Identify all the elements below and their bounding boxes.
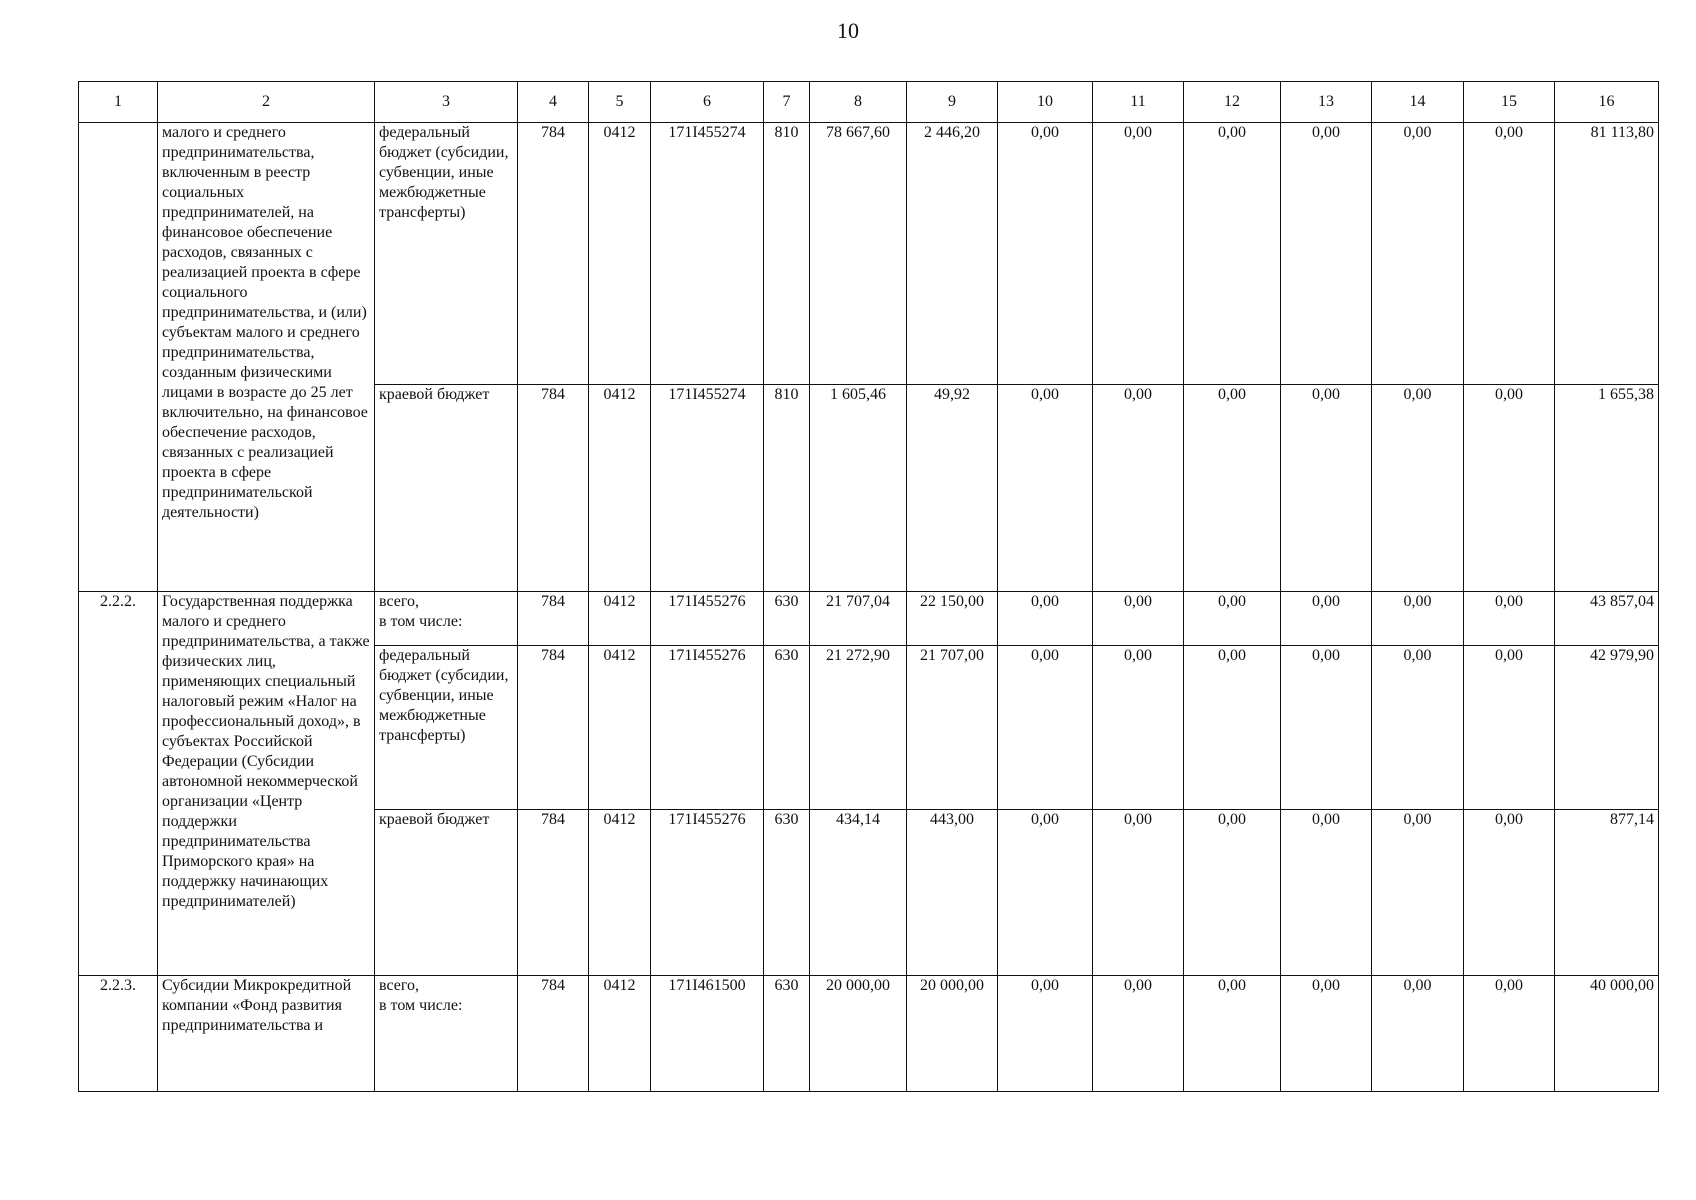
cell-col-6: 171I455274 bbox=[651, 123, 764, 385]
cell-col-8: 434,14 bbox=[810, 810, 907, 976]
cell-col-8: 78 667,60 bbox=[810, 123, 907, 385]
row-index: 2.2.3. bbox=[79, 976, 158, 1092]
cell-col-15: 0,00 bbox=[1464, 976, 1555, 1092]
cell-col-10: 0,00 bbox=[998, 810, 1093, 976]
cell-col-11: 0,00 bbox=[1093, 976, 1184, 1092]
cell-col-16: 42 979,90 bbox=[1555, 646, 1659, 810]
cell-col-6: 171I455276 bbox=[651, 810, 764, 976]
cell-col-6: 171I455274 bbox=[651, 385, 764, 592]
cell-col-12: 0,00 bbox=[1184, 976, 1281, 1092]
cell-col-9: 21 707,00 bbox=[907, 646, 998, 810]
cell-col-7: 630 bbox=[764, 592, 810, 646]
cell-col-9: 2 446,20 bbox=[907, 123, 998, 385]
header-col-9: 9 bbox=[907, 82, 998, 123]
cell-col-14: 0,00 bbox=[1372, 810, 1464, 976]
funding-source: всего, в том числе: bbox=[375, 976, 518, 1092]
cell-col-4: 784 bbox=[518, 810, 589, 976]
table-row bbox=[79, 123, 1659, 385]
cell-col-16: 43 857,04 bbox=[1555, 592, 1659, 646]
header-col-16: 16 bbox=[1555, 82, 1659, 123]
cell-col-14: 0,00 bbox=[1372, 385, 1464, 592]
cell-col-5: 0412 bbox=[589, 592, 651, 646]
cell-col-15: 0,00 bbox=[1464, 385, 1555, 592]
row-index-cell bbox=[79, 123, 158, 592]
cell-col-4: 784 bbox=[518, 592, 589, 646]
cell-col-14: 0,00 bbox=[1372, 976, 1464, 1092]
cell-col-12: 0,00 bbox=[1184, 385, 1281, 592]
cell-col-13: 0,00 bbox=[1281, 123, 1372, 385]
header-col-11: 11 bbox=[1093, 82, 1184, 123]
cell-col-8: 1 605,46 bbox=[810, 385, 907, 592]
cell-col-5: 0412 bbox=[589, 646, 651, 810]
cell-col-4: 784 bbox=[518, 123, 589, 385]
header-col-3: 3 bbox=[375, 82, 518, 123]
cell-col-5: 0412 bbox=[589, 976, 651, 1092]
cell-col-5: 0412 bbox=[589, 385, 651, 592]
table-row bbox=[79, 592, 1659, 646]
cell-col-16: 40 000,00 bbox=[1555, 976, 1659, 1092]
header-col-4: 4 bbox=[518, 82, 589, 123]
cell-col-13: 0,00 bbox=[1281, 646, 1372, 810]
header-col-8: 8 bbox=[810, 82, 907, 123]
funding-source: краевой бюджет bbox=[375, 810, 518, 976]
header-col-2: 2 bbox=[158, 82, 375, 123]
cell-col-11: 0,00 bbox=[1093, 385, 1184, 592]
funding-source: федеральный бюджет (субсидии, субвенции, иные межбюджетные трансферты) bbox=[375, 646, 518, 810]
cell-col-11: 0,00 bbox=[1093, 123, 1184, 385]
cell-col-11: 0,00 bbox=[1093, 646, 1184, 810]
cell-col-4: 784 bbox=[518, 646, 589, 810]
cell-col-6: 171I455276 bbox=[651, 592, 764, 646]
header-col-1: 1 bbox=[79, 82, 158, 123]
cell-col-13: 0,00 bbox=[1281, 810, 1372, 976]
cell-col-11: 0,00 bbox=[1093, 592, 1184, 646]
cell-col-11: 0,00 bbox=[1093, 810, 1184, 976]
header-col-12: 12 bbox=[1184, 82, 1281, 123]
cell-col-12: 0,00 bbox=[1184, 810, 1281, 976]
cell-col-13: 0,00 bbox=[1281, 385, 1372, 592]
cell-col-14: 0,00 bbox=[1372, 123, 1464, 385]
cell-col-4: 784 bbox=[518, 976, 589, 1092]
funding-source: краевой бюджет bbox=[375, 385, 518, 592]
table-row bbox=[79, 976, 1659, 1092]
cell-col-10: 0,00 bbox=[998, 592, 1093, 646]
cell-col-8: 21 272,90 bbox=[810, 646, 907, 810]
cell-col-16: 81 113,80 bbox=[1555, 123, 1659, 385]
cell-col-9: 20 000,00 bbox=[907, 976, 998, 1092]
page-number: 10 bbox=[837, 18, 859, 43]
cell-col-13: 0,00 bbox=[1281, 592, 1372, 646]
cell-col-5: 0412 bbox=[589, 123, 651, 385]
cell-col-16: 877,14 bbox=[1555, 810, 1659, 976]
cell-col-7: 810 bbox=[764, 385, 810, 592]
budget-table bbox=[78, 81, 1659, 1092]
cell-col-15: 0,00 bbox=[1464, 810, 1555, 976]
header-col-13: 13 bbox=[1281, 82, 1372, 123]
cell-col-13: 0,00 bbox=[1281, 976, 1372, 1092]
header-col-7: 7 bbox=[764, 82, 810, 123]
cell-col-15: 0,00 bbox=[1464, 123, 1555, 385]
cell-col-7: 630 bbox=[764, 646, 810, 810]
cell-col-6: 171I455276 bbox=[651, 646, 764, 810]
cell-col-15: 0,00 bbox=[1464, 592, 1555, 646]
row-description: малого и среднего предпринимательства, включенным в реестр социальных предпринимателей, на финансовое обеспечение расходов, связанных с реализацией проекта в сфере социального предпринимательства, и (или) субъектам малого и среднего предпринимательства, созданным физическими лицами в возрасте до 25 лет включительно, на финансовое обеспечение расходов, связанных с реализацией проекта в сфере предпринимательской деятельности) bbox=[158, 123, 375, 592]
cell-col-9: 22 150,00 bbox=[907, 592, 998, 646]
header-col-10: 10 bbox=[998, 82, 1093, 123]
cell-col-7: 630 bbox=[764, 976, 810, 1092]
header-col-15: 15 bbox=[1464, 82, 1555, 123]
cell-col-15: 0,00 bbox=[1464, 646, 1555, 810]
header-col-14: 14 bbox=[1372, 82, 1464, 123]
cell-col-10: 0,00 bbox=[998, 123, 1093, 385]
cell-col-9: 49,92 bbox=[907, 385, 998, 592]
row-description: Государственная поддержка малого и среднего предпринимательства, а также физических лиц, применяющих специальный налоговый режим «Налог на профессиональный доход», в субъектах Российской Федерации (Субсидии автономной некоммерческой организации «Центр поддержки предпринимательства Приморского края» на поддержку начинающих предпринимателей) bbox=[158, 592, 375, 976]
funding-source: всего, в том числе: bbox=[375, 592, 518, 646]
cell-col-14: 0,00 bbox=[1372, 646, 1464, 810]
header-col-6: 6 bbox=[651, 82, 764, 123]
cell-col-9: 443,00 bbox=[907, 810, 998, 976]
cell-col-7: 630 bbox=[764, 810, 810, 976]
cell-col-12: 0,00 bbox=[1184, 646, 1281, 810]
cell-col-10: 0,00 bbox=[998, 385, 1093, 592]
cell-col-6: 171I461500 bbox=[651, 976, 764, 1092]
cell-col-7: 810 bbox=[764, 123, 810, 385]
header-col-5: 5 bbox=[589, 82, 651, 123]
row-description: Субсидии Микрокредитной компании «Фонд развития предпринимательства и bbox=[158, 976, 375, 1092]
cell-col-12: 0,00 bbox=[1184, 123, 1281, 385]
cell-col-16: 1 655,38 bbox=[1555, 385, 1659, 592]
cell-col-8: 20 000,00 bbox=[810, 976, 907, 1092]
cell-col-4: 784 bbox=[518, 385, 589, 592]
row-index: 2.2.2. bbox=[79, 592, 158, 976]
header-row bbox=[79, 82, 1659, 123]
cell-col-10: 0,00 bbox=[998, 646, 1093, 810]
cell-col-12: 0,00 bbox=[1184, 592, 1281, 646]
cell-col-10: 0,00 bbox=[998, 976, 1093, 1092]
funding-source: федеральный бюджет (субсидии, субвенции, иные межбюджетные трансферты) bbox=[375, 123, 518, 385]
cell-col-5: 0412 bbox=[589, 810, 651, 976]
cell-col-8: 21 707,04 bbox=[810, 592, 907, 646]
cell-col-14: 0,00 bbox=[1372, 592, 1464, 646]
